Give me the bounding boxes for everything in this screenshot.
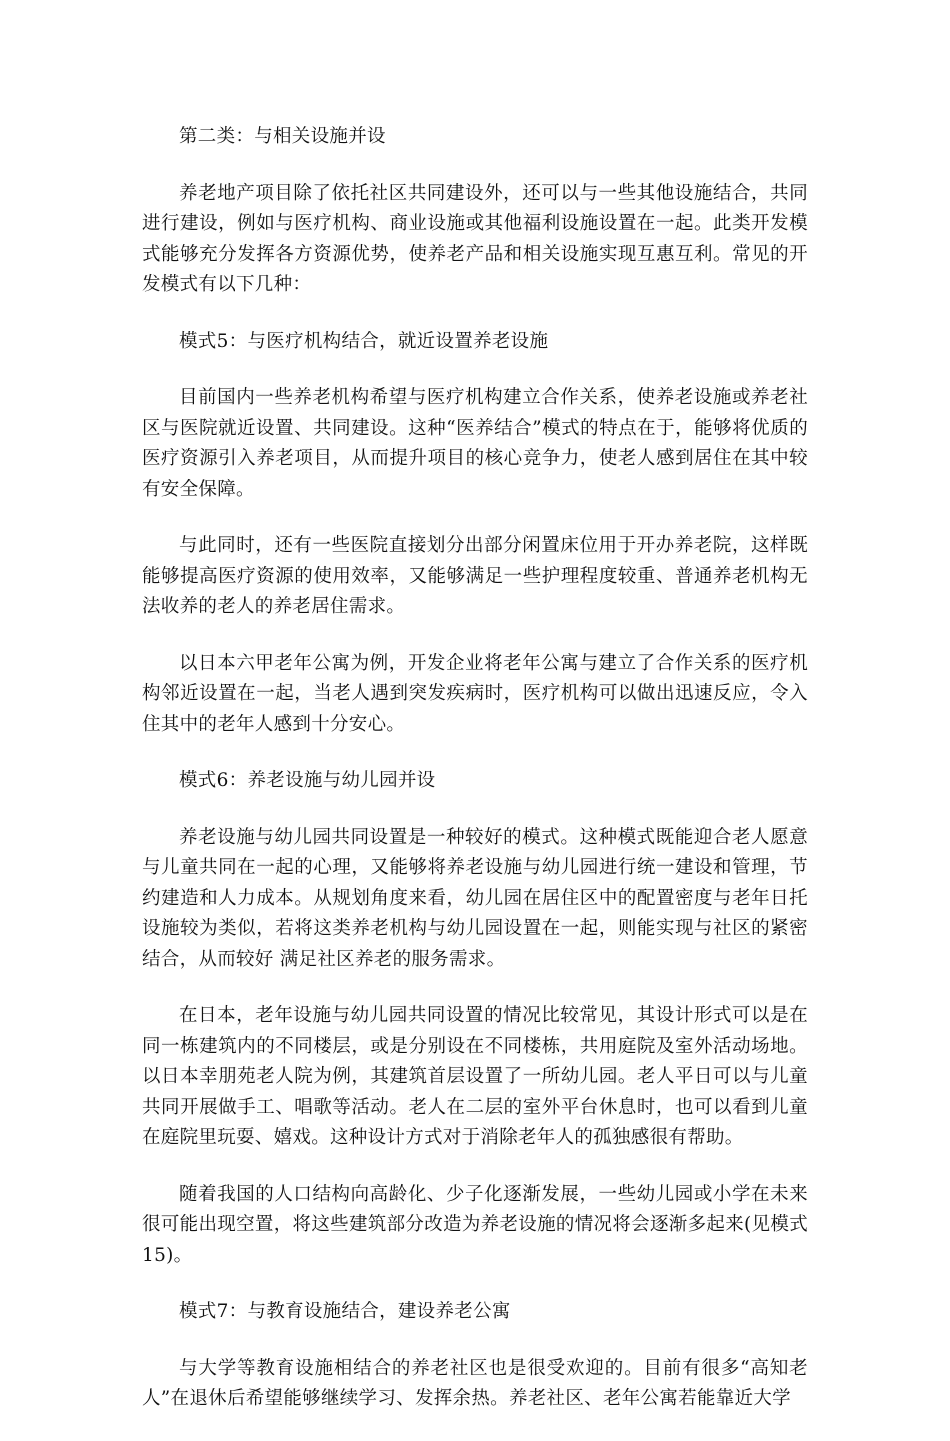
body-paragraph: 养老设施与幼儿园共同设置是一种较好的模式。这种模式既能迎合老人愿意与儿童共同在一起的心理，又能够将养老设施与幼儿园进行统一建设和管理，节约建造和人力成本。从规划角度来看，幼儿园在居住区中的配置密度与老年日托设施较为类似，若将这类养老机构与幼儿园设置在一起，则能实现与社区的紧密结合，从而较好 满足社区养老的服务需求。 [142,826,808,970]
body-paragraph: 随着我国的人口结构向高龄化、少子化逐渐发展，一些幼儿园或小学在未来很可能出现空置，将这些建筑部分改造为养老设施的情况将会逐渐多起来(见模式15)。 [142,1183,808,1266]
body-paragraph: 目前国内一些养老机构希望与医疗机构建立合作关系，使养老设施或养老社区与医院就近设置、共同建设。这种“医养结合”模式的特点在于，能够将优质的医疗资源引入养老项目，从而提升项目的核心竞争力，使老人感到居住在其中较有安全保障。 [142,387,808,500]
body-paragraph: 与此同时，还有一些医院直接划分出部分闲置床位用于开办养老院，这样既能够提高医疗资源的使用效率，又能够满足一些护理程度较重、普通养老机构无法收养的老人的养老居住需求。 [142,535,808,617]
body-paragraph: 在日本，老年设施与幼儿园共同设置的情况比较常见，其设计形式可以是在同一栋建筑内的不同楼层，或是分别设在不同楼栋，共用庭院及室外活动场地。以日本幸朋苑老人院为例，其建筑首层设置了一所幼儿园。老人平日可以与儿童共同开展做手工、唱歌等活动。老人在二层的室外平台休息时，也可以看到儿童在庭院里玩耍、嬉戏。这种设计方式对于消除老年人的孤独感很有帮助。 [142,1005,808,1148]
body-paragraph: 养老地产项目除了依托社区共同建设外，还可以与一些其他设施结合，共同进行建设，例如与医疗机构、商业设施或其他福利设施设置在一起。此类开发模式能够充分发挥各方资源优势，使养老产品和相关设施实现互惠互利。常见的开发模式有以下几种： [142,182,808,295]
mode-heading: 模式5：与医疗机构结合，就近设置养老设施 [179,330,549,352]
mode-heading: 模式6：养老设施与幼儿园并设 [179,770,436,791]
mode-heading: 模式7：与教育设施结合，建设养老公寓 [179,1301,511,1322]
body-paragraph: 以日本六甲老年公寓为例，开发企业将老年公寓与建立了合作关系的医疗机构邻近设置在一起，当老人遇到突发疾病时，医疗机构可以做出迅速反应，令入住其中的老年人感到十分安心。 [142,652,808,735]
body-paragraph: 与大学等教育设施相结合的养老社区也是很受欢迎的。目前有很多“高知老人”在退休后希望能够继续学习、发挥余热。养老社区、老年公寓若能靠近大学 [142,1357,808,1409]
section-heading: 第二类：与相关设施并设 [179,126,386,147]
document-body [142,122,808,1441]
